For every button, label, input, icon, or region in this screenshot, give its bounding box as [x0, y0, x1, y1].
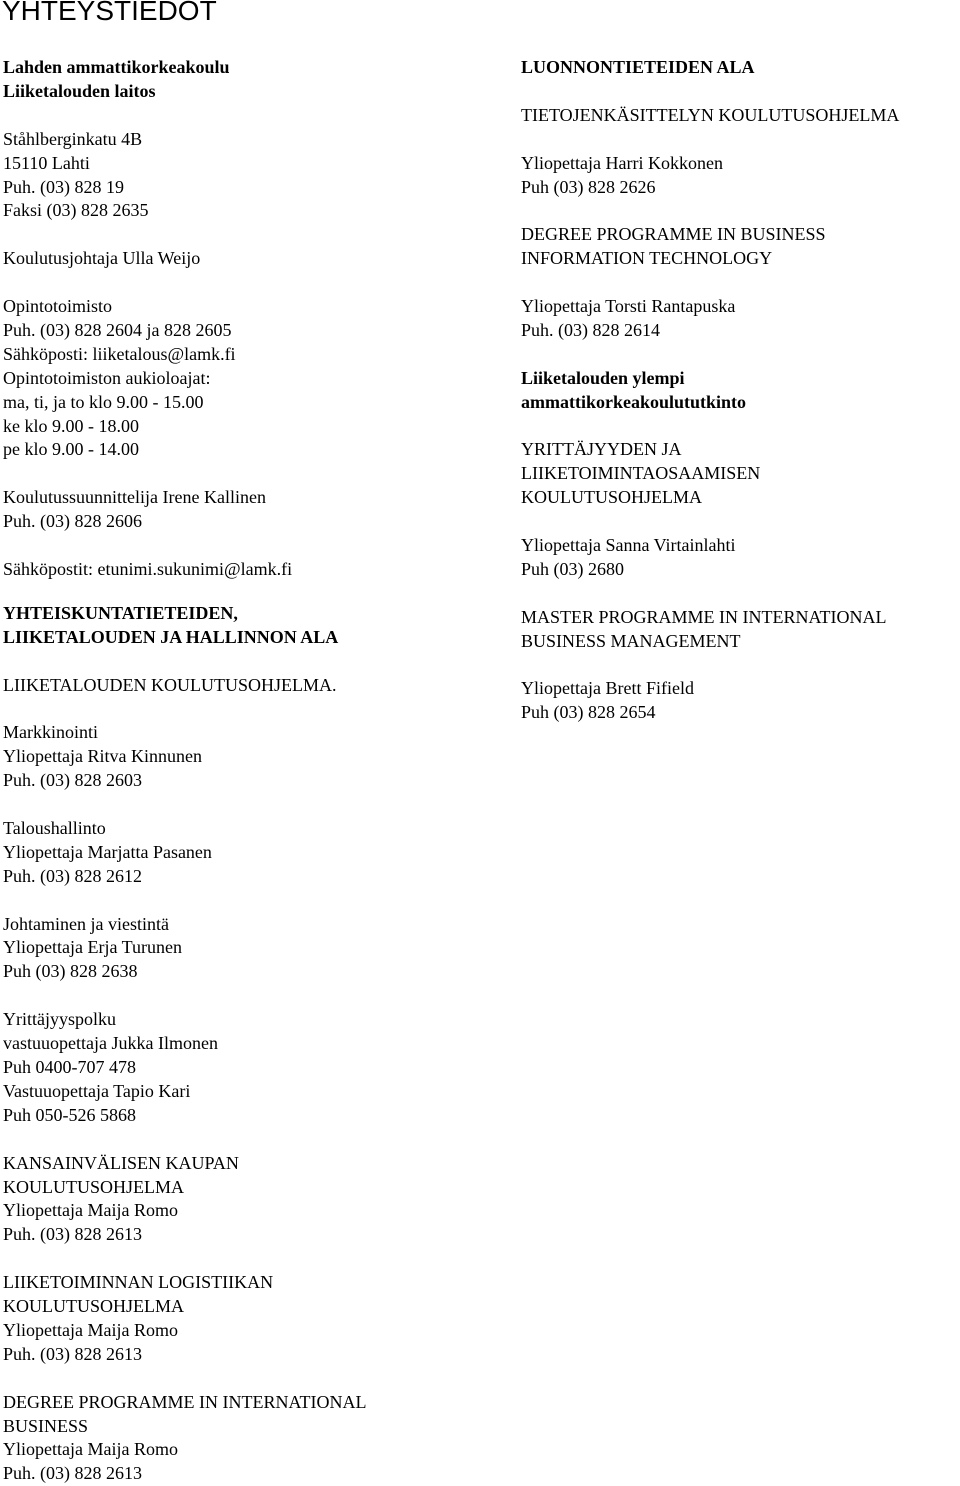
contact-name: Yliopettaja Torsti Rantapuska — [521, 296, 736, 316]
office-hours-fri: pe klo 9.00 - 14.00 — [3, 439, 139, 460]
field-title-line: LIIKETALOUDEN JA HALLINNON ALA — [3, 626, 339, 647]
contact-phone: Puh. (03) 828 2614 — [521, 319, 660, 340]
contact-name: Yliopettaja Harri Kokkonen — [521, 152, 723, 173]
bit-program-block — [521, 223, 956, 271]
it-contact-block — [521, 152, 956, 200]
section-name: Yrittäjyyspolku — [3, 1009, 116, 1030]
institution-header — [3, 56, 473, 104]
ibm-contact-block — [521, 677, 956, 725]
contact-phone: Puh. (03) 828 2613 — [3, 1343, 142, 1364]
masters-title-block — [521, 367, 956, 415]
program-title: BUSINESS — [3, 1415, 89, 1436]
office-hours-wed: ke klo 9.00 - 18.00 — [3, 415, 139, 436]
marketing-block — [3, 721, 473, 793]
logistics-block — [3, 1271, 473, 1367]
entrepreneurship-program-block — [521, 438, 956, 510]
planner-name: Koulutussuunnittelija Irene Kallinen — [3, 487, 266, 508]
contact-name: Yliopettaja Maija Romo — [3, 1200, 178, 1221]
masters-title-line: ammattikorkeakoulututkinto — [521, 391, 747, 412]
student-office-block — [3, 295, 473, 462]
contact-name: Yliopettaja Erja Turunen — [3, 937, 182, 958]
contact-phone: Puh (03) 828 2638 — [3, 961, 138, 982]
office-hours-label: Opintotoimiston aukioloajat: — [3, 367, 211, 388]
program-title: KOULUTUSOHJELMA — [521, 487, 702, 508]
business-program-title: LIIKETALOUDEN KOULUTUSOHJELMA. — [3, 674, 337, 695]
section-name: Markkinointi — [3, 722, 98, 743]
section-name: Johtaminen ja viestintä — [3, 913, 169, 934]
program-title: BUSINESS MANAGEMENT — [521, 630, 741, 651]
it-program-title: TIETOJENKÄSITTELYN KOULUTUSOHJELMA — [521, 104, 900, 125]
intl-business-dp-block — [3, 1391, 473, 1486]
program-title: DEGREE PROGRAMME IN INTERNATIONAL — [3, 1391, 367, 1412]
contact-name: Yliopettaja Sanna Virtainlahti — [521, 535, 736, 556]
bit-contact-block — [521, 295, 956, 343]
director: Koulutusjohtaja Ulla Weijo — [3, 248, 201, 269]
contact-name: Vastuuopettaja Tapio Kari — [3, 1080, 191, 1101]
contact-phone: Puh. (03) 828 2613 — [3, 1463, 142, 1484]
contact-name: Yliopettaja Brett Fifield — [521, 678, 694, 699]
entrepreneurship-block — [3, 1008, 473, 1128]
program-title: INFORMATION TECHNOLOGY — [521, 248, 773, 269]
office-hours-mon-tue-thu: ma, ti, ja to klo 9.00 - 15.00 — [3, 391, 204, 412]
email-format: Sähköpostit: etunimi.sukunimi@lamk.fi — [3, 558, 293, 579]
postal-code: 15110 Lahti — [3, 152, 90, 173]
contact-name: vastuuopettaja Jukka Ilmonen — [3, 1033, 218, 1054]
contact-name: Yliopettaja Maija Romo — [3, 1439, 178, 1460]
page-title: YHTEYSTIEDOT — [2, 0, 217, 26]
entrepreneurship-contact-block — [521, 534, 956, 582]
ibm-program-block — [521, 606, 956, 654]
contact-name: Yliopettaja Marjatta Pasanen — [3, 841, 212, 862]
program-title: LIIKETOIMINNAN LOGISTIIKAN — [3, 1272, 274, 1293]
office-email: Sähköposti: liiketalous@lamk.fi — [3, 343, 236, 364]
fax: Faksi (03) 828 2635 — [3, 200, 149, 221]
finance-block — [3, 817, 473, 889]
contact-phone: Puh (03) 828 2626 — [521, 176, 656, 197]
contact-phone: Puh. (03) 828 2603 — [3, 770, 142, 791]
contact-phone: Puh. (03) 828 2612 — [3, 865, 142, 886]
program-title: KANSAINVÄLISEN KAUPAN — [3, 1152, 239, 1173]
office-phone: Puh. (03) 828 2604 ja 828 2605 — [3, 319, 232, 340]
program-title: YRITTÄJYYDEN JA — [521, 439, 682, 460]
masters-title-line: Liiketalouden ylempi — [521, 367, 685, 388]
program-title: DEGREE PROGRAMME IN BUSINESS — [521, 224, 826, 245]
planner-phone: Puh. (03) 828 2606 — [3, 511, 142, 532]
institution-name: Lahden ammattikorkeakoulu — [3, 57, 230, 77]
street-address: Ståhlberginkatu 4B — [3, 128, 143, 149]
left-column — [3, 56, 473, 1486]
program-title: KOULUTUSOHJELMA — [3, 1176, 184, 1197]
leadership-block — [3, 913, 473, 985]
contact-name: Yliopettaja Maija Romo — [3, 1319, 178, 1340]
program-title: MASTER PROGRAMME IN INTERNATIONAL — [521, 606, 887, 627]
program-title: KOULUTUSOHJELMA — [3, 1296, 184, 1317]
contact-name: Yliopettaja Ritva Kinnunen — [3, 746, 202, 767]
contact-phone: Puh. (03) 828 2613 — [3, 1224, 142, 1245]
field-title-social-sciences — [3, 602, 473, 650]
phone: Puh. (03) 828 19 — [3, 176, 124, 197]
field-title-natural-sciences: LUONNONTIETEIDEN ALA — [521, 57, 755, 77]
contact-phone: Puh (03) 828 2654 — [521, 702, 656, 723]
contact-phone: Puh 0400-707 478 — [3, 1057, 137, 1077]
office-title: Opintotoimisto — [3, 296, 113, 317]
planner-block — [3, 486, 473, 534]
intl-trade-block — [3, 1152, 473, 1248]
contact-phone: Puh 050-526 5868 — [3, 1104, 137, 1125]
program-title: LIIKETOIMINTAOSAAMISEN — [521, 463, 761, 484]
address-block — [3, 128, 473, 224]
right-column — [521, 56, 956, 725]
section-name: Taloushallinto — [3, 817, 106, 838]
contact-phone: Puh (03) 2680 — [521, 558, 624, 579]
department-name: Liiketalouden laitos — [3, 80, 156, 101]
field-title-line: YHTEISKUNTATIETEIDEN, — [3, 602, 238, 623]
